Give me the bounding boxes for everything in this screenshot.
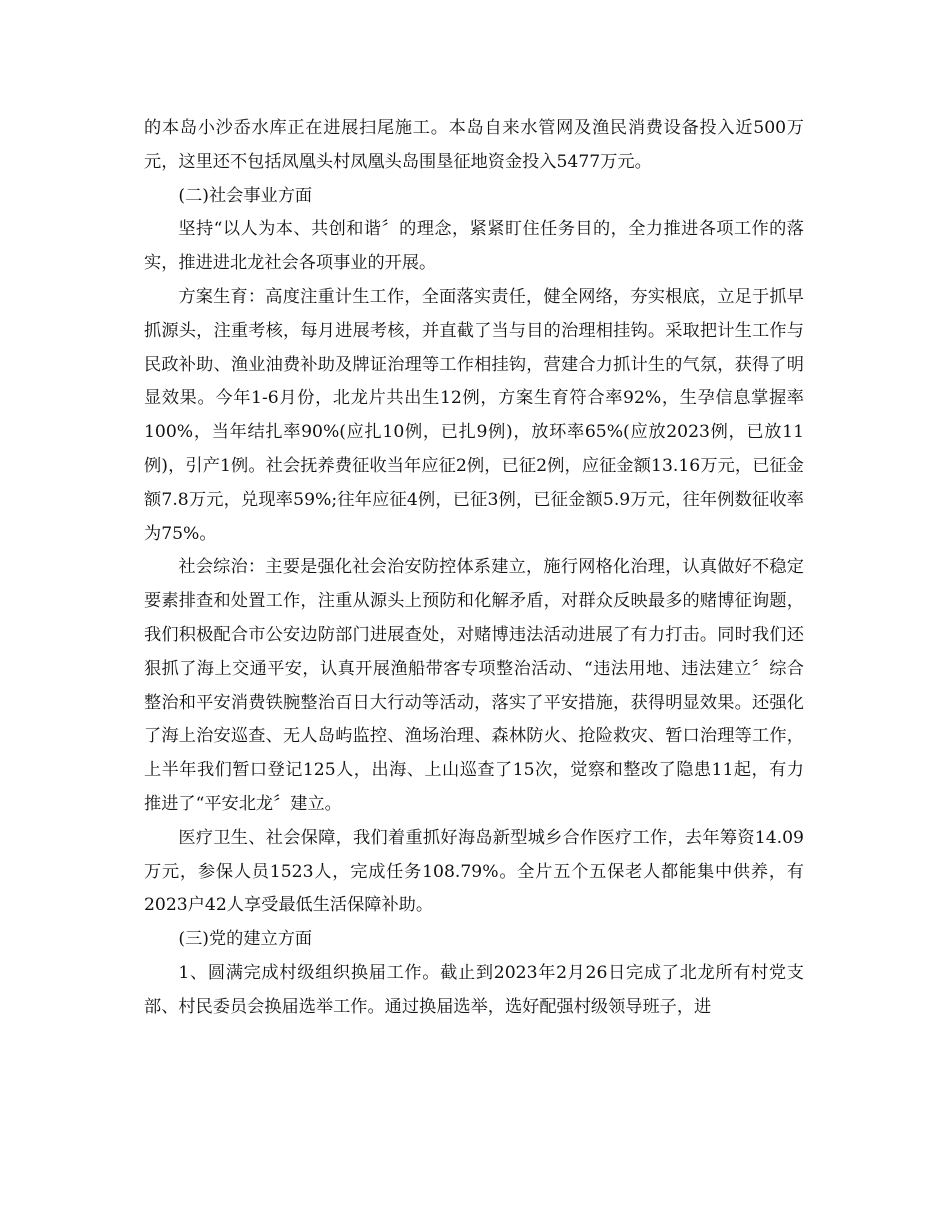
paragraph-village-election: 1、圆满完成村级组织换届工作。截止到2023年2月26日完成了北龙所有村党支部、村民委员会换届选举工作。通过换届选举，选好配强村级领导班子，进 <box>144 962 804 1017</box>
document-body <box>144 112 804 1025</box>
section-heading-party-building: (三)党的建立方面 <box>178 929 313 950</box>
section-heading-social-affairs: (二)社会事业方面 <box>178 185 313 206</box>
paragraph-social-security-governance: 社会综治：主要是强化社会治安防控体系建立，施行网格化治理，认真做好不稳定要素排查和处置工作，注重从源头上预防和化解矛盾，对群众反映最多的赌博征询题，我们积极配合市公安边防部门进展查处，对赌博违法活动进展了有力打击。同时我们还狠抓了海上交通平安，认真开展渔船带客专项整治活动、“违法用地、违法建立〞综合整治和平安消费铁腕整治百日大行动等活动，落实了平安措施，获得明显效果。还强化了海上治安巡查、无人岛屿监控、渔场治理、森林防火、抢险救灾、暂口治理等工作，上半年我们暂口登记125人，出海、上山巡查了15次，觉察和整改了隐患11起，有力推进了“平安北龙〞建立。 <box>144 557 804 814</box>
paragraph-continuation: 的本岛小沙岙水库正在进展扫尾施工。本岛自来水管网及渔民消费设备投入近500万元，这里还不包括凤凰头村凤凰头岛围垦征地资金投入5477万元。 <box>144 118 804 172</box>
paragraph-medical-social-welfare: 医疗卫生、社会保障，我们着重抓好海岛新型城乡合作医疗工作，去年筹资14.09万元，参保人员1523人，完成任务108.79%。全片五个五保老人都能集中供养，有2023户42人享受最低生活保障补助。 <box>144 827 804 916</box>
paragraph-principle: 坚持“以人为本、共创和谐〞的理念，紧紧盯住任务目的，全力推进各项工作的落实，推进进北龙社会各项事业的开展。 <box>144 219 804 274</box>
paragraph-family-planning: 方案生育：高度注重计生工作，全面落实责任，健全网络，夯实根底，立足于抓早抓源头，注重考核，每月进展考核，并直截了当与目的治理相挂钩。采取把计生工作与民政补助、渔业油费补助及牌证治理等工作相挂钩，营建合力抓计生的气氛，获得了明显效果。今年1-6月份，北龙片共出生12例，方案生育符合率92%，生孕信息掌握率100%，当年结扎率90%(应扎10例，已扎9例)，放环率65%(应放2023例，已放11例)，引产1例。社会抚养费征收当年应征2例，已征2例，应征金额13.16万元，已征金额7.8万元，兑现率59%;往年应征4例，已征3例，已征金额5.9万元，往年例数征收率为75%。 <box>144 286 804 544</box>
